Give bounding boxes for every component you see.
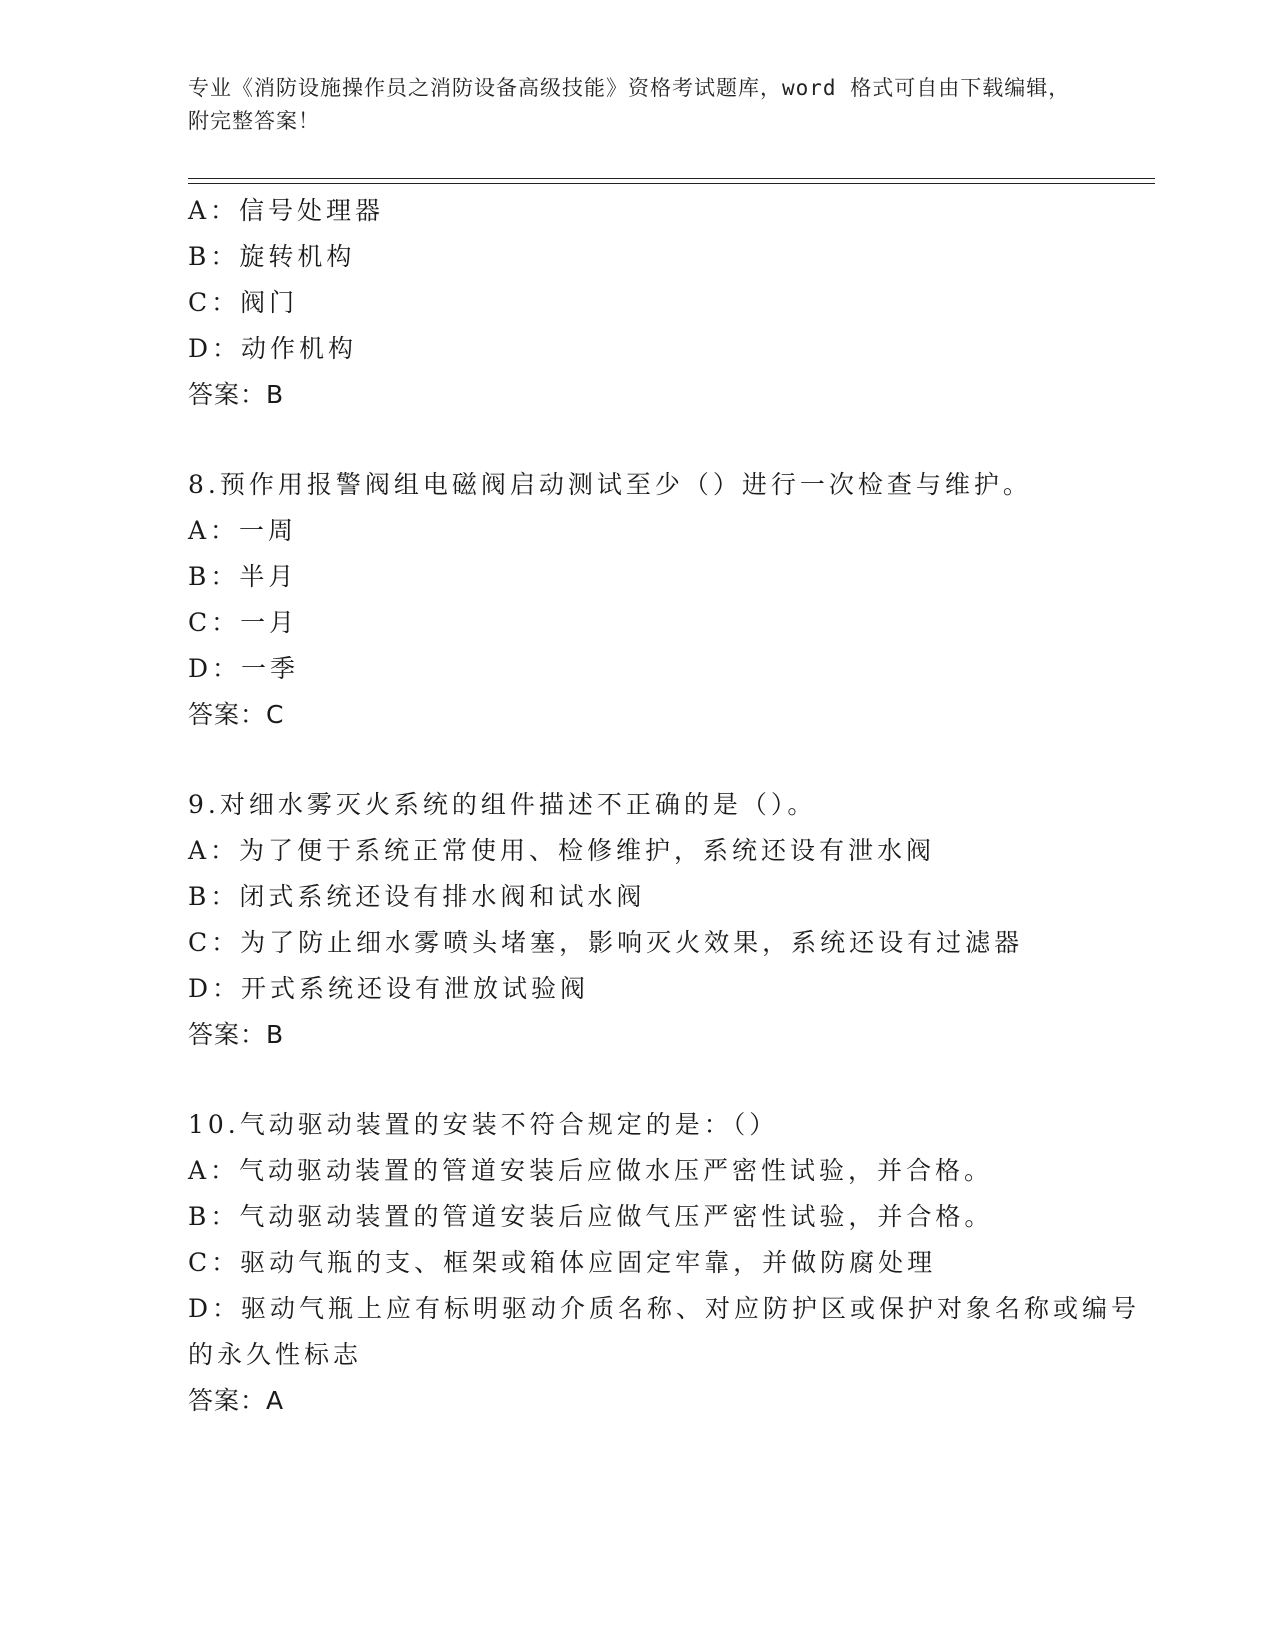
option-d: D：动作机构 [188,334,358,363]
header-divider-top [188,178,1155,179]
option-d: D：一季 [188,654,300,683]
option-c: C：驱动气瓶的支、框架或箱体应固定牢靠，并做防腐处理 [188,1248,937,1277]
question-list [188,188,1148,1424]
header-text: 专业《消防设施操作员之消防设备高级技能》资格考试题库，word 格式可自由下载编辑，附完整答案！ [188,76,1071,133]
option-d: D：驱动气瓶上应有标明驱动介质名称、对应防护区或保护对象名称或编号的永久性标志 [188,1294,1141,1369]
option-a: A：一周 [188,516,298,545]
answer-line: 答案：B [188,380,285,409]
option-a: A：为了便于系统正常使用、检修维护，系统还设有泄水阀 [188,836,936,865]
option-d: D：开式系统还设有泄放试验阀 [188,974,590,1003]
option-a: A：气动驱动装置的管道安装后应做水压严密性试验，并合格。 [188,1156,994,1185]
option-b: B：闭式系统还设有排水阀和试水阀 [188,882,646,911]
option-b: B：气动驱动装置的管道安装后应做气压严密性试验，并合格。 [188,1202,994,1231]
option-c: C：阀门 [188,288,299,317]
answer-line: 答案：A [188,1386,285,1415]
question-text: 9.对细水雾灭火系统的组件描述不正确的是（）。 [188,790,817,819]
question-block-8 [188,462,1148,738]
answer-line: 答案：B [188,1020,285,1049]
question-block-9 [188,782,1148,1058]
option-c: C：一月 [188,608,299,637]
option-c: C：为了防止细水雾喷头堵塞，影响灭火效果，系统还设有过滤器 [188,928,1024,957]
answer-line: 答案：C [188,700,285,729]
question-text: 10.气动驱动装置的安装不符合规定的是：（） [188,1110,779,1139]
option-b: B：半月 [188,562,298,591]
question-text: 8.预作用报警阀组电磁阀启动测试至少（）进行一次检查与维护。 [188,470,1032,499]
option-b: B：旋转机构 [188,242,356,271]
option-a: A：信号处理器 [188,196,385,225]
header-divider-bottom [188,183,1155,184]
question-block-7 [188,188,1148,418]
document-header [188,72,1088,138]
question-block-10 [188,1102,1148,1424]
